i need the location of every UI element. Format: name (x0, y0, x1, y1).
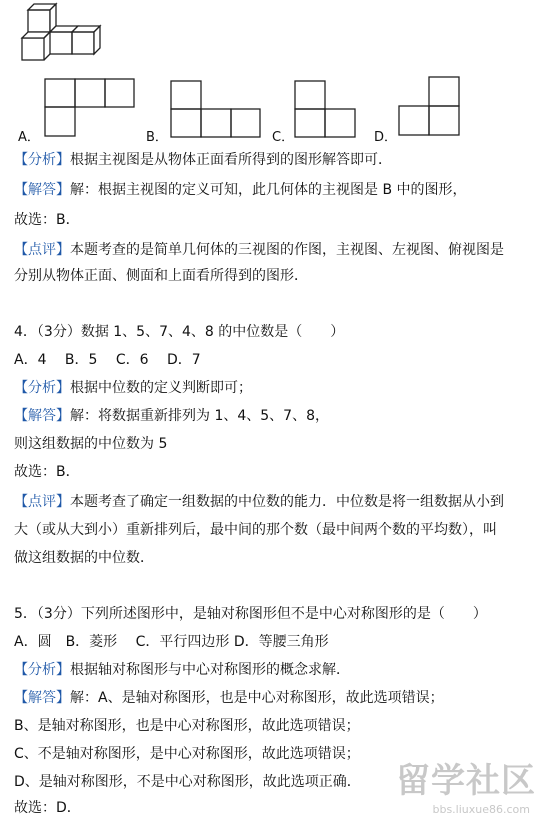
q3-comment: 【点评】本题考查的是简单几何体的三视图的作图，主视图、左视图、俯视图是 (14, 242, 504, 258)
answer-tag: 【解答】 (14, 182, 70, 198)
q3-comment-cont: 分别从物体正面、侧面和上面看所得到的图形． (14, 268, 308, 284)
cube-stack-figure (18, 0, 118, 66)
q5-analysis: 【分析】根据轴对称图形与中心对称图形的概念求解． (14, 662, 350, 678)
analysis-tag: 【分析】 (14, 380, 70, 396)
q3-answer: 【解答】解：根据主视图的定义可知，此几何体的主视图是 B 中的图形， (14, 182, 467, 198)
q4-comment-cont-2: 做这组数据的中位数． (14, 550, 154, 566)
q4-answer: 【解答】解：将数据重新排列为 1、4、5、7、8， (14, 408, 329, 424)
comment-tag: 【点评】 (14, 242, 70, 258)
option-b-figure (170, 80, 262, 140)
q4-comment-cont-1: 大（或从大到小）重新排列后，最中间的那个数（最中间两个数的平均数），叫 (14, 522, 497, 538)
comment-tag: 【点评】 (14, 494, 70, 510)
option-c-figure (294, 80, 358, 140)
option-d-figure (398, 76, 462, 138)
option-a-figure (44, 78, 136, 138)
analysis-tag: 【分析】 (14, 152, 70, 168)
q3-choice: 故选：B． (14, 212, 80, 228)
q5-answer-d: D、是轴对称图形，不是中心对称图形，故此选项正确． (14, 774, 361, 790)
q5-choice: 故选：D． (14, 800, 81, 816)
watermark-logo: 留学社区 (396, 761, 536, 801)
q4-options: A．4 B．5 C．6 D．7 (14, 352, 201, 368)
answer-tag: 【解答】 (14, 690, 70, 706)
q5-stem: 5．（3分）下列所述图形中，是轴对称图形但不是中心对称图形的是（ ） (14, 606, 487, 622)
q4-stem: 4．（3分）数据 1、5、7、4、8 的中位数是（ ） (14, 324, 345, 340)
q5-answer-b: B、是轴对称图形，也是中心对称图形，故此选项错误； (14, 718, 360, 734)
q5-options: A．圆 B．菱形 C．平行四边形 D．等腰三角形 (14, 634, 329, 650)
q4-analysis: 【分析】根据中位数的定义判断即可； (14, 380, 252, 396)
option-a-label: A． (18, 130, 40, 145)
option-c-label: C． (272, 130, 295, 145)
watermark-url: bbs.liuxue86.com (432, 803, 530, 816)
q4-answer-cont: 则这组数据的中位数为 5 (14, 436, 168, 452)
analysis-tag: 【分析】 (14, 662, 70, 678)
option-d-label: D． (374, 130, 398, 145)
q5-answer-c: C、不是轴对称图形，是中心对称图形，故此选项错误； (14, 746, 360, 762)
q5-answer: 【解答】解：A、是轴对称图形，也是中心对称图形，故此选项错误； (14, 690, 444, 706)
q3-analysis: 【分析】根据主视图是从物体正面看所得到的图形解答即可． (14, 152, 392, 168)
answer-tag: 【解答】 (14, 408, 70, 424)
q4-comment: 【点评】本题考查了确定一组数据的中位数的能力．中位数是将一组数据从小到 (14, 494, 504, 510)
option-b-label: B． (146, 130, 168, 145)
q4-choice: 故选：B． (14, 464, 80, 480)
